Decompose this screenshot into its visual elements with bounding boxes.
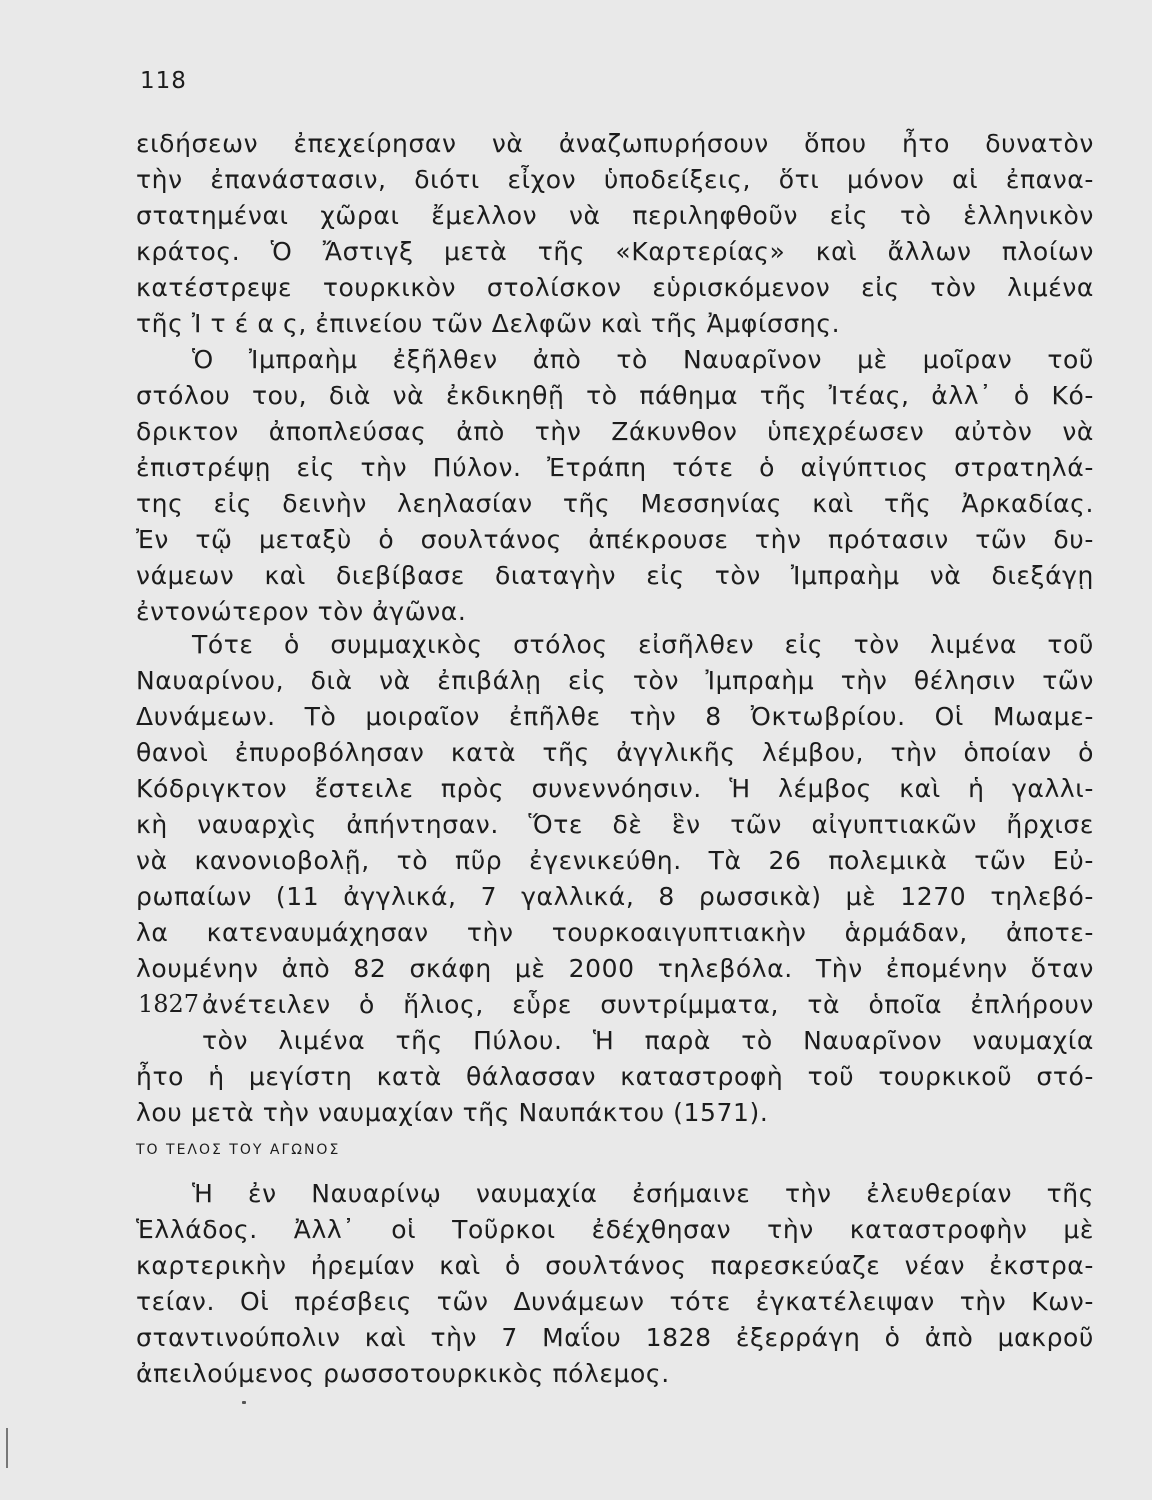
text-line: λου μετὰ τὴν ναυμαχίαν τῆς Ναυπάκτου (1571). (136, 1098, 769, 1127)
text-line: καρτερικὴν ἠρεμίαν καὶ ὁ σουλτάνος παρεσκεύαζε νέαν ἐκστρα- (136, 1251, 1094, 1280)
text-line: τὸν λιμένα τῆς Πύλου. Ἡ παρὰ τὸ Ναυαρῖνον ναυμαχία (202, 1026, 1094, 1055)
text-line: κὴ ναυαρχὶς ἀπήντησαν. Ὅτε δὲ ἓν τῶν αἰγυπτιακῶν ἤρχισε (136, 810, 1094, 839)
text-line: ειδήσεων ἐπεχείρησαν νὰ ἀναζωπυρήσουν ὅπου ἦτο δυνατὸν (136, 129, 1094, 158)
text-line: Κόδριγκτον ἔστειλε πρὸς συνεννόησιν. Ἡ λέμβος καὶ ἡ γαλλι- (136, 774, 1094, 803)
text-line: νάμεων καὶ διεβίβασε διαταγὴν εἰς τὸν Ἰμπραὴμ νὰ διεξάγῃ (136, 561, 1094, 590)
text-line: κράτος. Ὁ Ἄστιγξ μετὰ τῆς «Καρτερίας» καὶ ἄλλων πλοίων (136, 237, 1094, 266)
text-line: σταντινούπολιν καὶ τὴν 7 Μαΐου 1828 ἐξερράγη ὁ ἀπὸ μακροῦ (136, 1323, 1094, 1352)
text-line: ἦτο ἡ μεγίστη κατὰ θάλασσαν καταστροφὴ τοῦ τουρκικοῦ στό- (136, 1062, 1094, 1091)
text-line: Ἐν τῷ μεταξὺ ὁ σουλτάνος ἀπέκρουσε τὴν πρότασιν τῶν δυ- (136, 525, 1094, 554)
text-line: θανοὶ ἐπυροβόλησαν κατὰ τῆς ἀγγλικῆς λέμβου, τὴν ὁποίαν ὁ (136, 738, 1094, 767)
text-line: ἀπειλούμενος ρωσσοτουρκικὸς πόλεμος. (136, 1359, 670, 1388)
text-line: Ἡ ἐν Ναυαρίνῳ ναυμαχία ἐσήμαινε τὴν ἐλευθερίαν τῆς (192, 1179, 1094, 1208)
text-line: Ἑλλάδος. Ἀλλ᾽ οἱ Τοῦρκοι ἐδέχθησαν τὴν καταστροφὴν μὲ (136, 1215, 1094, 1244)
main-text-middle (136, 627, 1094, 1131)
text-line: ἐντονώτερον τὸν ἀγῶνα. (136, 597, 467, 626)
scan-edge-mark (6, 1428, 8, 1468)
text-line: ἐπιστρέψῃ εἰς τὴν Πύλον. Ἐτράπη τότε ὁ αἰγύπτιος στρατηλά- (136, 453, 1094, 482)
margin-year: 1827 (138, 990, 200, 1018)
text-line: νὰ κανονιοβολῇ, τὸ πῦρ ἐγενικεύθη. Τὰ 26 πολεμικὰ τῶν Εὐ- (136, 846, 1094, 875)
text-line: τῆς Ἰ τ έ α ς, ἐπινείου τῶν Δελφῶν καὶ τῆς Ἀμφίσσης. (136, 309, 841, 338)
text-line: κατέστρεψε τουρκικὸν στολίσκον εὑρισκόμενον εἰς τὸν λιμένα (136, 273, 1094, 302)
text-line: στόλου του, διὰ νὰ ἐκδικηθῇ τὸ πάθημα τῆς Ἰτέας, ἀλλ᾽ ὁ Κό- (136, 381, 1094, 410)
page-number: 118 (140, 68, 187, 94)
section-heading: ΤΟ ΤΕΛΟΣ ΤΟΥ ΑΓΩΝΟΣ (136, 1142, 341, 1158)
text-line: τείαν. Οἱ πρέσβεις τῶν Δυνάμεων τότε ἐγκατέλειψαν τὴν Κων- (136, 1287, 1094, 1316)
text-line: της εἰς δεινὴν λεηλασίαν τῆς Μεσσηνίας καὶ τῆς Ἀρκαδίας. (136, 489, 1094, 518)
ink-speck (242, 1401, 246, 1404)
text-line: λα κατεναυμάχησαν τὴν τουρκοαιγυπτιακὴν ἁρμάδαν, ἀποτε- (136, 918, 1094, 947)
text-line: τὴν ἐπανάστασιν, διότι εἶχον ὑποδείξεις, ὅτι μόνον αἱ ἐπανα- (136, 165, 1094, 194)
main-text-bottom (136, 1176, 1094, 1392)
text-line: δρικτον ἀποπλεύσας ἀπὸ τὴν Ζάκυνθον ὑπεχρέωσεν αὐτὸν νὰ (136, 417, 1094, 446)
text-line: ρωπαίων (11 ἀγγλικά, 7 γαλλικά, 8 ρωσσικὰ) μὲ 1270 τηλεβό- (136, 882, 1094, 911)
text-line: Δυνάμεων. Τὸ μοιραῖον ἐπῆλθε τὴν 8 Ὀκτωβρίου. Οἱ Μωαμε- (136, 702, 1094, 731)
text-line: στατημέναι χῶραι ἔμελλον νὰ περιληφθοῦν εἰς τὸ ἑλληνικὸν (136, 201, 1094, 230)
text-line: ἀνέτειλεν ὁ ἥλιος, εὗρε συντρίμματα, τὰ ὁποῖα ἐπλήρουν (202, 990, 1094, 1019)
main-text-top (136, 126, 1094, 630)
text-line: λουμένην ἀπὸ 82 σκάφη μὲ 2000 τηλεβόλα. Τὴν ἐπομένην ὅταν (136, 954, 1094, 983)
text-line: Ὁ Ἰμπραὴμ ἐξῆλθεν ἀπὸ τὸ Ναυαρῖνον μὲ μοῖραν τοῦ (192, 345, 1094, 374)
text-line: Τότε ὁ συμμαχικὸς στόλος εἰσῆλθεν εἰς τὸν λιμένα τοῦ (192, 630, 1094, 659)
text-line: Ναυαρίνου, διὰ νὰ ἐπιβάλῃ εἰς τὸν Ἰμπραὴμ τὴν θέλησιν τῶν (136, 666, 1094, 695)
